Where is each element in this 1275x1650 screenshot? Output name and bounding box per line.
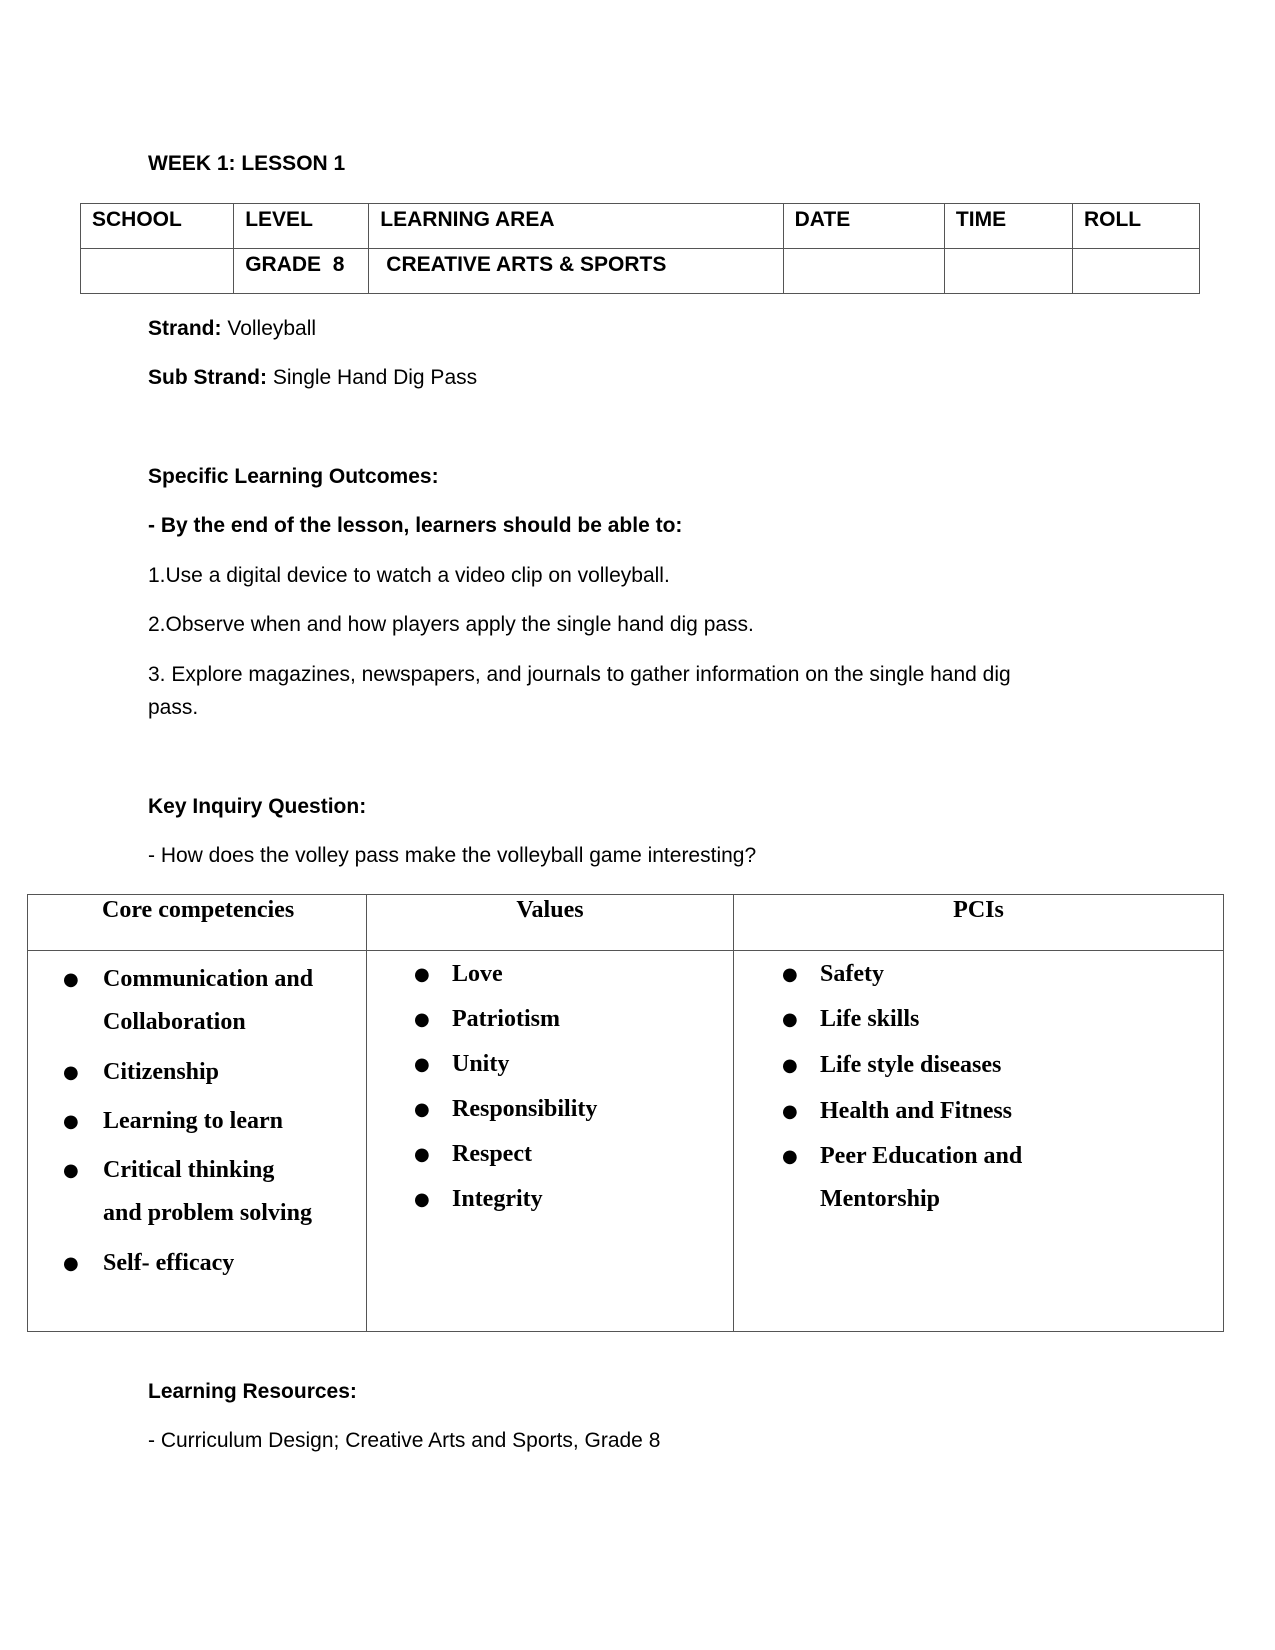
- strand-value: Volleyball: [227, 317, 317, 340]
- core-competencies-cell: ● Communication and Collaboration ● Citizenship ● Learning to learn ● Critical thinking and problem solving ● Self- efficacy: [28, 951, 367, 1332]
- strand-label: Strand:: [148, 317, 222, 340]
- value-school: [81, 249, 234, 294]
- inquiry-title: Key Inquiry Question:: [148, 795, 367, 818]
- inquiry-question: - How does the volley pass make the volleyball game interesting?: [148, 844, 757, 867]
- resources-item: - Curriculum Design; Creative Arts and Sports, Grade 8: [148, 1429, 661, 1452]
- value-time: [944, 249, 1072, 294]
- lesson-heading: WEEK 1: LESSON 1: [148, 152, 346, 175]
- header-school: SCHOOL: [81, 204, 234, 249]
- header-date: DATE: [783, 204, 944, 249]
- header-core-competencies: Core competencies: [28, 895, 367, 951]
- strand-line: [148, 316, 316, 342]
- value-level: GRADE 8: [234, 249, 369, 294]
- outcome-item-continued: pass.: [148, 696, 199, 719]
- header-time: TIME: [944, 204, 1072, 249]
- header-level: LEVEL: [234, 204, 369, 249]
- competencies-body-row: [28, 951, 1224, 1332]
- value-date: [783, 249, 944, 294]
- value-learning-area: CREATIVE ARTS & SPORTS: [369, 249, 783, 294]
- sub-strand-value: Single Hand Dig Pass: [272, 366, 478, 389]
- header-values: Values: [367, 895, 734, 951]
- lesson-info-table: [80, 203, 1200, 294]
- outcomes-title: Specific Learning Outcomes:: [148, 465, 439, 488]
- outcome-item: 3. Explore magazines, newspapers, and journals to gather information on the single hand dig: [148, 663, 1011, 686]
- values-cell: ● Love ● Patriotism ● Unity ● Responsibility ● Respect ● Integrity: [367, 951, 734, 1332]
- pcis-cell: ● Safety ● Life skills ● Life style diseases ● Health and Fitness ● Peer Education and Mentorship: [734, 951, 1224, 1332]
- value-roll: [1072, 249, 1199, 294]
- outcomes-intro: - By the end of the lesson, learners should be able to:: [148, 514, 683, 537]
- competencies-header-row: [28, 895, 1224, 951]
- info-value-row: [81, 249, 1200, 294]
- header-pcis: PCIs: [734, 895, 1224, 951]
- competencies-table: [27, 894, 1224, 1332]
- header-roll: ROLL: [1072, 204, 1199, 249]
- header-learning-area: LEARNING AREA: [369, 204, 783, 249]
- outcome-item: 2.Observe when and how players apply the single hand dig pass.: [148, 613, 754, 636]
- info-header-row: [81, 204, 1200, 249]
- sub-strand-label: Sub Strand:: [148, 366, 267, 389]
- outcome-item: 1.Use a digital device to watch a video clip on volleyball.: [148, 564, 670, 587]
- sub-strand-line: [148, 365, 477, 391]
- resources-title: Learning Resources:: [148, 1380, 357, 1403]
